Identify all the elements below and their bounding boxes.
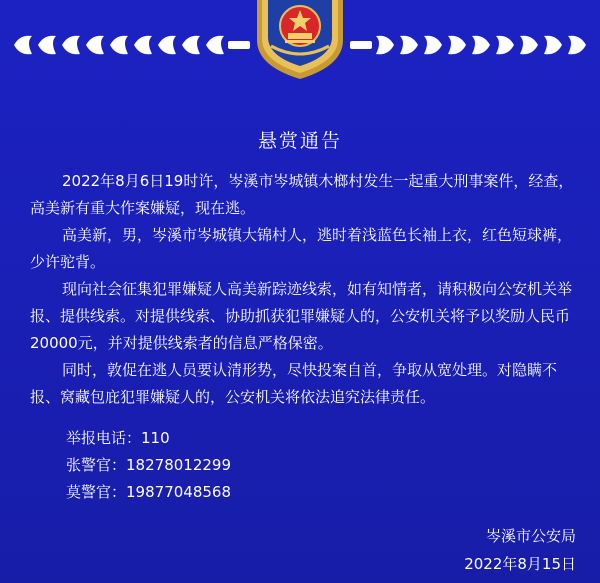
header-banner [0,0,600,90]
contact-label: 莫警官： [66,483,127,501]
notice-body [30,168,580,411]
contact-officer-zhang [66,452,231,479]
contact-value: 19877048568 [126,483,231,501]
issuer-name: 岑溪市公安局 [485,527,576,545]
wing-right-icon [346,28,596,62]
contact-hotline [66,425,231,452]
notice-title: 悬赏通告 [257,130,342,152]
notice-footer [464,522,576,578]
wing-left-icon [4,28,254,62]
contact-value: 18278012299 [126,456,231,474]
contact-value: 110 [141,429,170,447]
police-emblem-icon [245,0,355,80]
paragraph-suspect: 高美新，男，岑溪市岑城镇大锦村人，逃时着浅蓝色长袖上衣，红色短球裤，少许驼背。 [30,226,573,271]
contact-label: 张警官： [66,456,127,474]
paragraph-warning: 同时，敦促在逃人员要认清形势，尽快投案自首，争取从宽处理。对隐瞒不报、窝藏包庇犯罪嫌疑人的，公安机关将依法追究法律责任。 [30,361,558,406]
contact-officer-mo [66,479,231,506]
contact-list [66,425,231,506]
paragraph-case: 2022年8月6日19时许，岑溪市岑城镇木榔村发生一起重大刑事案件，经查，高美新有重大作案嫌疑，现在逃。 [30,172,574,217]
contact-label: 举报电话： [66,429,142,447]
paragraph-reward: 现向社会征集犯罪嫌疑人高美新踪迹线索，如有知情者，请积极向公安机关举报、提供线索。对提供线索、协助抓获犯罪嫌疑人的，公安机关将予以奖励人民币20000元，并对提供线索者的信息严格保密。 [30,280,573,352]
issue-date: 2022年8月15日 [464,555,576,573]
